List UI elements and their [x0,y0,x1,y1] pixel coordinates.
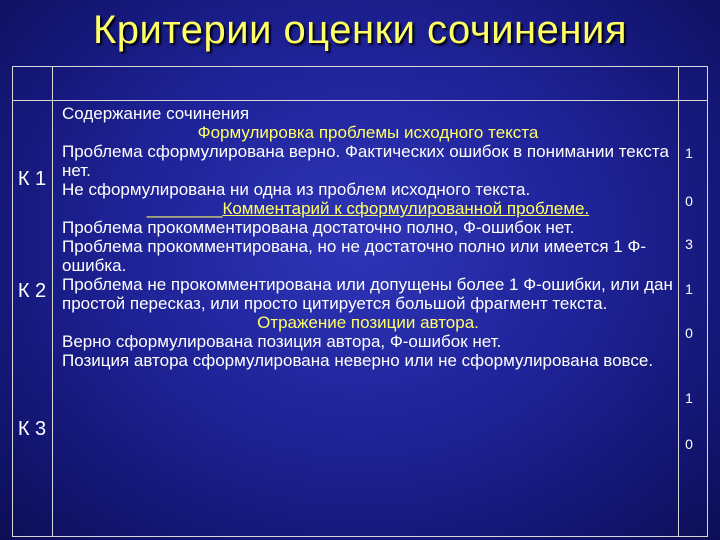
table-border-left [12,66,13,536]
heading-commentary-row [62,199,674,218]
k2-score0-text: Проблема не прокомментирована или допущены более 1 Ф-ошибки, или дан простой пересказ, или просто цитируется большой фрагмент текста. [62,275,673,313]
criterion-label-k1: К 1 [17,168,47,190]
table-border-bottom [12,536,708,537]
k2-score3-text: Проблема прокомментирована достаточно полно, Ф-ошибок нет. [62,218,575,237]
heading-author-position-dot: . [474,313,479,332]
k1-score1-text: Проблема сформулирована верно. Фактических ошибок в понимании текста нет. [62,142,669,180]
score-k2-full: 3 [685,236,693,252]
table-border-right [707,66,708,536]
table-border-top [12,66,708,67]
k1-score0-text: Не сформулирована ни одна из проблем исходного текста. [62,180,531,199]
score-k3-correct: 1 [685,390,693,406]
heading-author-position: Отражение позиции автора [257,313,475,332]
heading-author-position-row [62,313,674,332]
criterion-label-k3: К 3 [17,418,47,440]
score-k1-absent: 0 [685,193,693,209]
column-divider-right [678,66,679,536]
score-k2-partial: 1 [685,281,693,297]
heading-commentary: Комментарий к сформулированной проблеме. [222,199,590,218]
k3-score1-text: Верно сформулирована позиция автора, Ф-ошибок нет. [62,332,502,351]
content-intro: Содержание сочинения [62,104,250,123]
score-k2-none: 0 [685,325,693,341]
slide-title: Критерии оценки сочинения [93,8,627,52]
criterion-label-k2: К 2 [17,280,47,302]
column-divider-left [52,66,53,536]
table-border-header-bottom [12,100,708,101]
criteria-text [62,104,674,370]
k2-score1-text: Проблема прокомментирована, но не достаточно полно или имеется 1 Ф-ошибка. [62,237,647,275]
heading-commentary-lead: ________ [146,199,223,218]
k3-score0-text: Позиция автора сформулирована неверно или не сформулирована вовсе. [62,351,654,370]
heading-problem: Формулировка проблемы исходного текста [197,123,539,142]
score-k3-wrong: 0 [685,436,693,452]
score-k1-correct: 1 [685,145,693,161]
